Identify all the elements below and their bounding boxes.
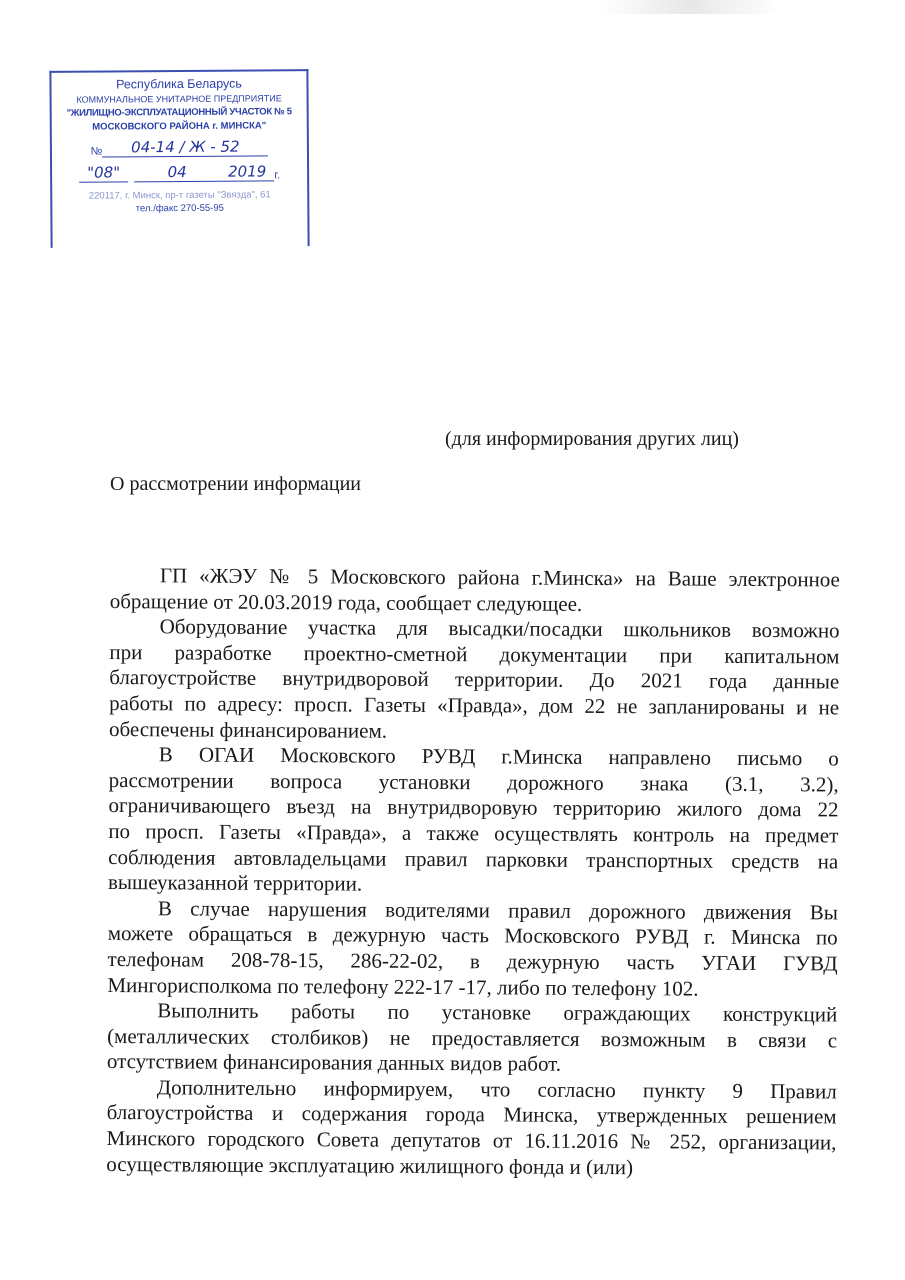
- paragraph: [109, 614, 840, 746]
- recipient-note: (для информирования других лиц): [445, 428, 739, 450]
- text-line: Дополнительно информируем, что согласно пункту 9 Правил: [156, 1075, 837, 1104]
- stamp-number-label: №: [90, 145, 103, 158]
- registration-stamp: [49, 69, 309, 248]
- stamp-date-day: "08": [79, 163, 128, 182]
- letter-body: [106, 563, 840, 1182]
- text-line: ограничивающего въезд на внутридворовую территорию жилого дома 22: [108, 793, 839, 822]
- text-line: телефонам 208-78-15, 286-22-02, в дежурную часть УГАИ ГУВД: [107, 946, 838, 976]
- stamp-address: 220117, г. Минск, пр-т газеты "Звязда", 61: [88, 189, 271, 202]
- text-line: Выполнить работы по установке ограждающих конструкций: [157, 998, 838, 1027]
- stamp-date-row: [52, 162, 307, 183]
- stamp-org-name: "ЖИЛИЩНО-ЭКСПЛУАТАЦИОННЫЙ УЧАСТОК № 5: [66, 106, 292, 119]
- scan-artifact: [600, 0, 780, 14]
- text-line: вышеуказанной территории.: [107, 870, 363, 896]
- stamp-district: МОСКОВСКОГО РАЙОНА г. МИНСКА": [92, 120, 267, 133]
- stamp-date-year: 2019: [220, 162, 274, 181]
- text-line: при разработке проектно-сметной документации при капитальном: [109, 639, 840, 669]
- letter-subject: О рассмотрении информации: [110, 473, 362, 495]
- text-line: обращение от 20.03.2019 года, сообщает следующее.: [109, 588, 583, 616]
- text-line: (металлических столбиков) не предоставляется возможным в связи с: [107, 1023, 838, 1053]
- paragraph: [110, 563, 840, 619]
- text-line: рассмотрении вопроса установки дорожного знака (3.1, 3.2),: [108, 767, 839, 797]
- text-line: Мингорисполкома по телефону 222-17 -17, либо по телефону 102.: [107, 972, 699, 1001]
- text-line: обеспечены финансированием.: [108, 716, 388, 743]
- text-line: В случае нарушения водителями правил дорожного движения Вы: [157, 896, 838, 925]
- text-line: Минского городского Совета депутатов от 16.11.2016 № 252, организации,: [106, 1126, 837, 1155]
- stamp-date-month: 04: [134, 163, 220, 183]
- stamp-number-row: [52, 137, 307, 158]
- text-line: осуществляющие эксплуатацию жилищного фонда и (или): [106, 1151, 634, 1179]
- paragraph: [108, 742, 839, 900]
- text-line: Оборудование участка для высадки/посадки школьников возможно: [159, 614, 840, 643]
- stamp-date-suffix: г.: [274, 169, 281, 182]
- text-line: можете обращаться в дежурную часть Московского РУВД г. Минска по: [107, 921, 838, 950]
- paragraph: [107, 998, 837, 1079]
- paragraph: [107, 896, 838, 1003]
- text-line: В ОГАИ Московского РУВД г.Минска направлено письмо о: [158, 742, 839, 771]
- text-line: отсутствием финансирования данных видов работ.: [106, 1049, 562, 1077]
- text-line: соблюдения автовладельцами правил парковки транспортных средств на: [108, 844, 839, 873]
- stamp-country: Республика Беларусь: [115, 76, 242, 92]
- text-line: благоустройстве внутридворовой территории. До 2021 года данные: [109, 665, 840, 694]
- text-line: работы по адресу: просп. Газеты «Правда», дом 22 не запланированы и не: [109, 690, 840, 720]
- paragraph: [106, 1075, 837, 1182]
- text-line: благоустройства и содержания города Минска, утвержденных решением: [106, 1100, 837, 1129]
- text-line: по просп. Газеты «Правда», а также осуществлять контроль на предмет: [108, 818, 839, 848]
- stamp-phone: тел./факс 270-55-95: [135, 202, 224, 215]
- text-line: ГП «ЖЭУ № 5 Московского района г.Минска» на Ваше электронное: [159, 563, 840, 592]
- stamp-org-type: КОММУНАЛЬНОЕ УНИТАРНОЕ ПРЕДПРИЯТИЕ: [76, 93, 282, 105]
- stamp-number-value: 04-14 / Ж - 52: [102, 137, 268, 157]
